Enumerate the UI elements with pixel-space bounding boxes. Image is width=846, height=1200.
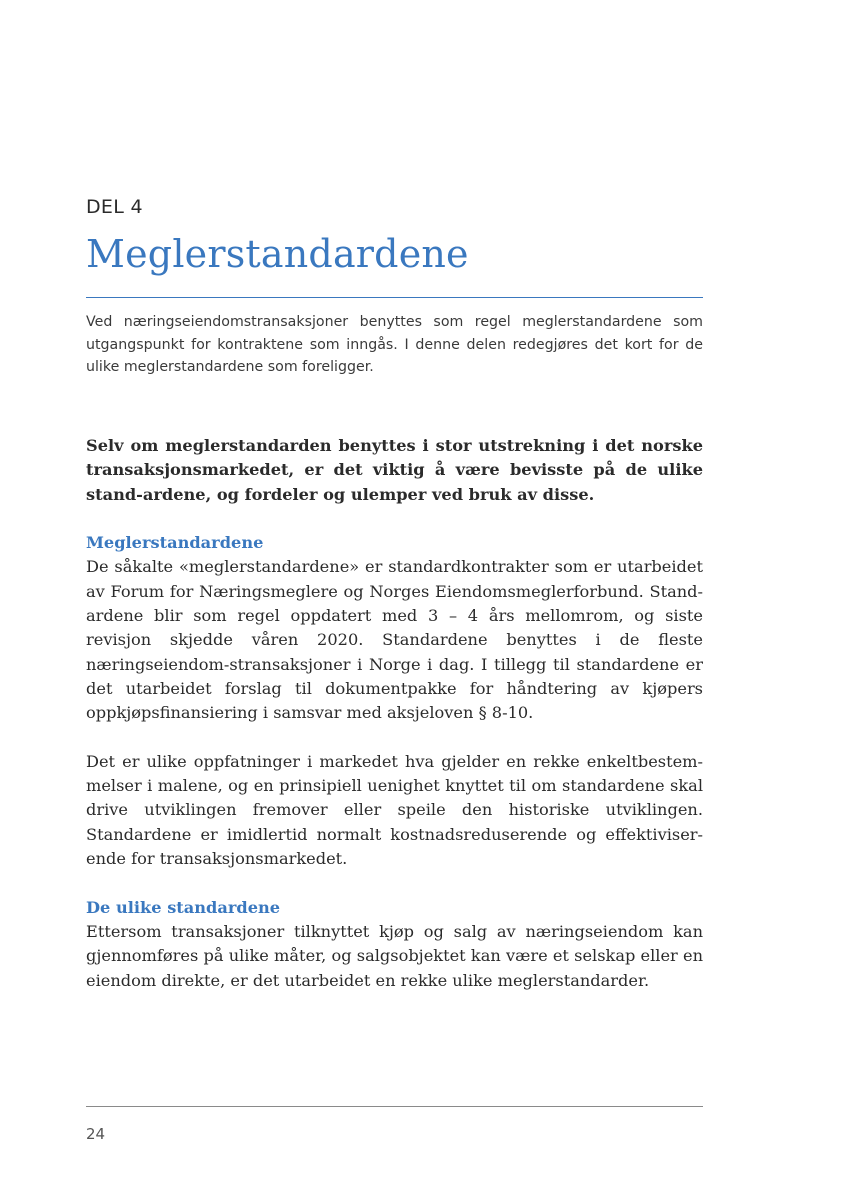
- title-divider: [86, 297, 703, 298]
- body-paragraph-2: Det er ulike oppfatninger i markedet hva gjelder en rekke enkeltbestem-melser i malene, og en prinsipiell uenighet knyttet til om standardene skal drive utviklingen fremover eller speile den historiske utviklingen. Standardene er imidlertid normalt kostnadsreduserende og effektiviser-ende for transaksjonsmarkedet.: [86, 751, 703, 869]
- body-paragraph-3: Ettersom transaksjoner tilknyttet kjøp og salg av næringseiendom kan gjennomføres på ulike måter, og salgsobjektet kan være et selskap eller en eiendom direkte, er det utarbeidet en rekke ulike meglerstandarder.: [86, 921, 703, 990]
- intro-paragraph: Ved næringseiendomstransaksjoner benyttes som regel meglerstandardene som utgangspunkt for kontraktene som inngås. I denne delen redegjøres det kort for de ulike meglerstandardene som foreligger.: [86, 314, 703, 375]
- body-paragraph-1: De såkalte «meglerstandardene» er standardkontrakter som er utarbeidet av Forum for Næringsmeglere og Norges Eiendomsmeglerforbund. Stand-ardene blir som regel oppdatert med 3 – 4 års mellomrom, og siste revisjon skjedde våren 2020. Standardene benyttes i de fleste næringseiendom-stransaksjoner i Norge i dag. I tillegg til standardene er det utarbeidet forslag til dokumentpakke for håndtering av kjøpers oppkjøpsfinansiering i samsvar med aksjeloven § 8-10.: [86, 557, 703, 723]
- section-ulike-standardene: [86, 896, 703, 993]
- page-title: Meglerstandardene: [86, 232, 469, 276]
- lead-paragraph: Selv om meglerstandarden benyttes i stor utstrekning i det norske transaksjonsmarkedet, er det viktig å være bevisste på de ulike stand-ardene, og fordeler og ulemper ved bruk av disse.: [86, 436, 703, 504]
- subheading-meglerstandardene: Meglerstandardene: [86, 533, 264, 553]
- document-page: [86, 0, 703, 1200]
- page-number: 24: [86, 1125, 106, 1143]
- part-label: DEL 4: [86, 196, 143, 218]
- section-meglerstandardene: [86, 531, 703, 725]
- footer-divider: [86, 1106, 703, 1107]
- subheading-ulike-standardene: De ulike standardene: [86, 897, 281, 917]
- body-text: [86, 434, 703, 1017]
